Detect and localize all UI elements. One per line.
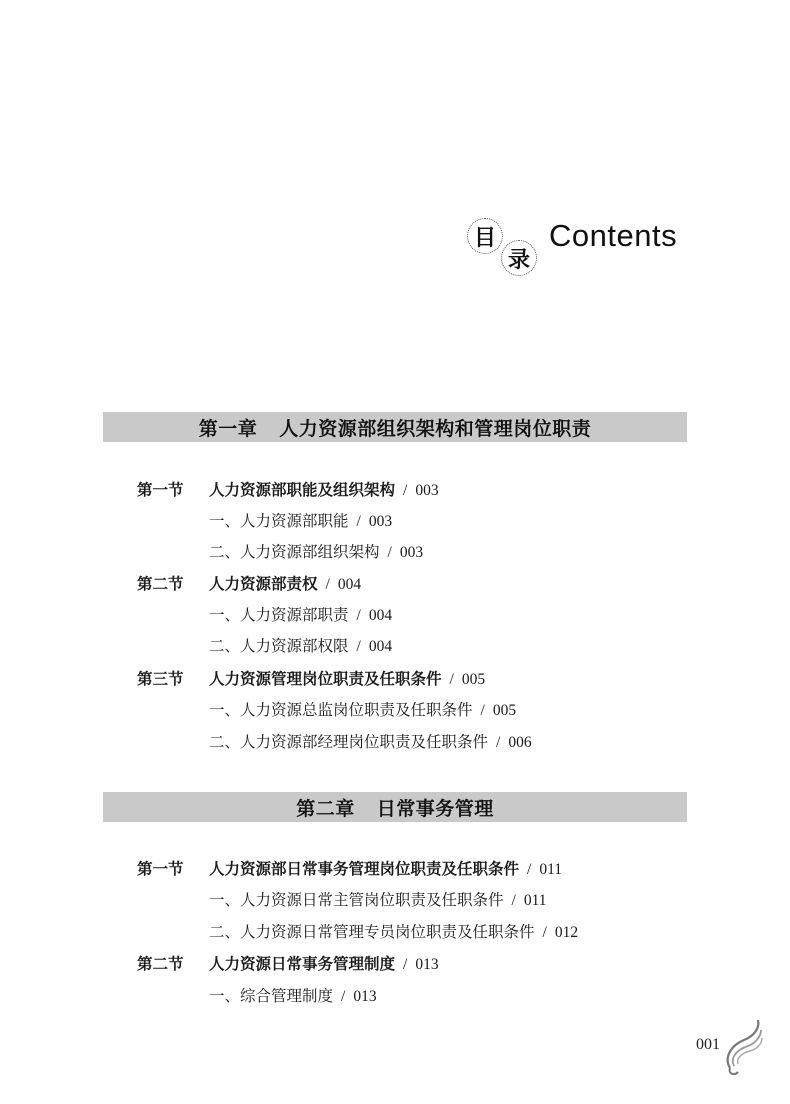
section-label: 第二节	[137, 955, 184, 973]
page-ref: 004	[368, 638, 393, 655]
toc-heading	[463, 214, 693, 284]
page-ref: 003	[415, 482, 439, 499]
page-ref: 013	[353, 988, 377, 1005]
item-title: 一、人力资源部职责	[209, 606, 349, 624]
page-ref: 004	[368, 607, 393, 624]
page-separator: /	[542, 924, 547, 941]
chapter-2-number: 第二章	[296, 797, 355, 820]
page-ref: 013	[415, 956, 439, 973]
chapter-2-header[interactable]	[103, 792, 687, 822]
item-title: 二、人力资源部组织架构	[209, 543, 380, 561]
page-number: 001	[696, 1036, 720, 1053]
toc-section-row[interactable]	[137, 669, 485, 690]
swirl-ornament-icon	[724, 1018, 764, 1078]
page-ref: 011	[523, 892, 547, 909]
section-title: 人力资源部职能及组织架构	[209, 481, 396, 499]
toc-item-row[interactable]	[209, 732, 532, 753]
heading-contents: Contents	[549, 218, 678, 253]
section-label: 第一节	[137, 860, 184, 878]
chapter-1-number: 第一章	[198, 417, 258, 440]
toc-item-row[interactable]	[209, 922, 578, 943]
chapter-1-header[interactable]	[103, 412, 687, 442]
page-ref: 003	[368, 513, 393, 530]
page-separator: /	[356, 607, 361, 624]
toc-item-row[interactable]	[209, 636, 392, 657]
section-title: 人力资源日常事务管理制度	[209, 955, 396, 973]
heading-char-mu: 目	[467, 218, 503, 254]
item-title: 二、人力资源部权限	[209, 637, 349, 655]
chapter-2-title: 日常事务管理	[376, 797, 494, 820]
toc-section-row[interactable]	[137, 954, 439, 975]
heading-char-lu: 录	[501, 240, 537, 276]
page-ref: 003	[399, 544, 424, 561]
item-title: 二、人力资源日常管理专员岗位职责及任职条件	[209, 923, 535, 941]
page-separator: /	[341, 988, 346, 1005]
item-title: 一、人力资源日常主管岗位职责及任职条件	[209, 891, 504, 909]
page-ref: 005	[492, 702, 517, 719]
page-ref: 011	[539, 861, 563, 878]
page-ref: 004	[337, 576, 362, 593]
section-label: 第三节	[137, 670, 184, 688]
item-title: 一、人力资源总监岗位职责及任职条件	[209, 701, 473, 719]
section-title: 人力资源部日常事务管理岗位职责及任职条件	[209, 860, 520, 878]
chapter-1-title: 人力资源部组织架构和管理岗位职责	[279, 417, 592, 440]
page-separator: /	[511, 892, 516, 909]
page-separator: /	[403, 956, 408, 973]
page-footer	[696, 1034, 766, 1084]
item-title: 一、人力资源部职能	[209, 512, 349, 530]
page-ref: 006	[508, 734, 532, 751]
page-separator: /	[325, 576, 330, 593]
section-title: 人力资源管理岗位职责及任职条件	[209, 670, 442, 688]
page-ref: 005	[461, 671, 486, 688]
page-ref: 012	[554, 924, 579, 941]
toc-item-row[interactable]	[209, 511, 392, 532]
toc-item-row[interactable]	[209, 605, 392, 626]
section-label: 第一节	[137, 481, 184, 499]
item-title: 二、人力资源部经理岗位职责及任职条件	[209, 733, 489, 751]
toc-item-row[interactable]	[209, 542, 423, 563]
page-separator: /	[356, 638, 361, 655]
page-separator: /	[480, 702, 485, 719]
toc-item-row[interactable]	[209, 986, 377, 1007]
page-separator: /	[356, 513, 361, 530]
toc-section-row[interactable]	[137, 859, 562, 880]
page-separator: /	[387, 544, 392, 561]
page-separator: /	[527, 861, 532, 878]
toc-item-row[interactable]	[209, 890, 547, 911]
page-separator: /	[449, 671, 454, 688]
toc-section-row[interactable]	[137, 574, 361, 595]
toc-item-row[interactable]	[209, 700, 516, 721]
section-label: 第二节	[137, 575, 184, 593]
page-separator: /	[496, 734, 501, 751]
item-title: 一、综合管理制度	[209, 987, 334, 1005]
section-title: 人力资源部责权	[209, 575, 318, 593]
page-separator: /	[403, 482, 408, 499]
toc-section-row[interactable]	[137, 480, 439, 501]
